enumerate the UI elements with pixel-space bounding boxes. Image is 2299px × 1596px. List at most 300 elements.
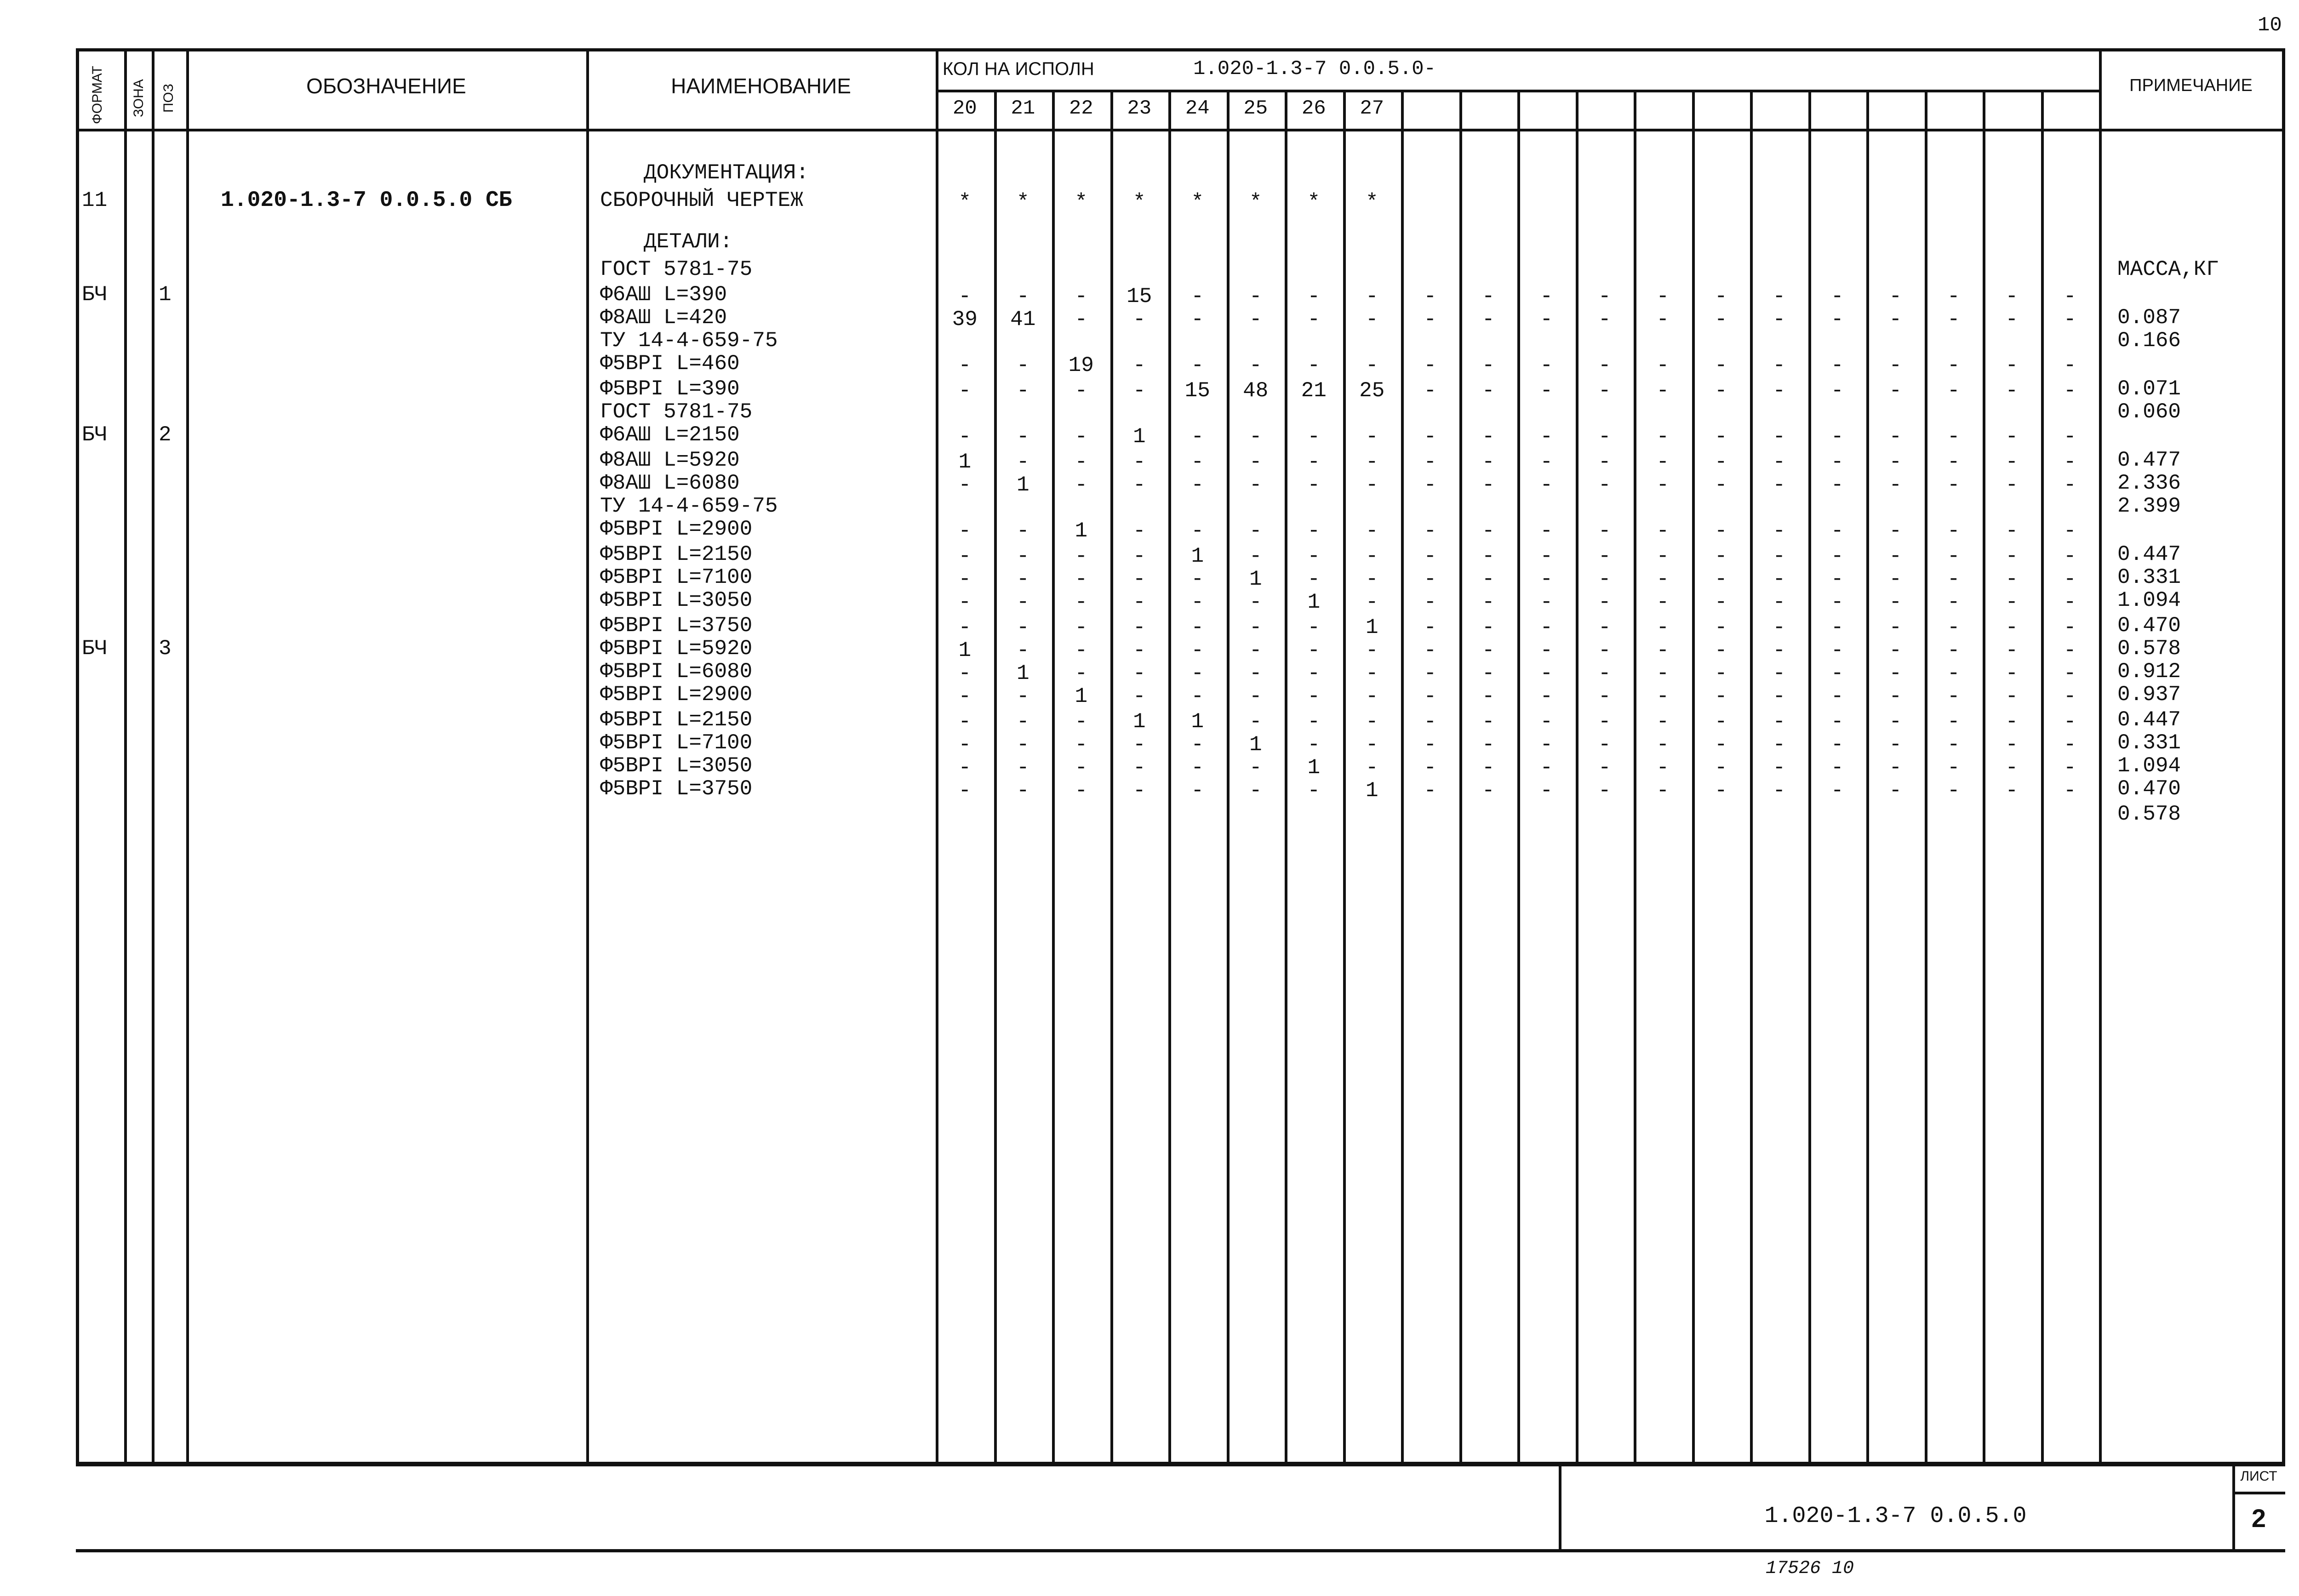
- qty-mark: -: [1656, 425, 1670, 449]
- qty-mark: -: [1714, 379, 1727, 403]
- qty-mark: -: [958, 379, 972, 403]
- row-note: 0.331: [2117, 565, 2181, 589]
- qty-mark: -: [1598, 353, 1611, 377]
- footer-sheet-line: [2232, 1492, 2285, 1494]
- qty-mark: -: [1424, 661, 1437, 685]
- row-name: Ф5ВРI L=2900: [600, 517, 753, 541]
- qty-mark: -: [1830, 450, 1844, 474]
- qty-mark: -: [1656, 450, 1670, 474]
- qty-mark: -: [1132, 616, 1146, 639]
- qty-mark: -: [1191, 519, 1204, 543]
- qty-mark: 1: [1365, 616, 1378, 639]
- qty-mark: -: [1365, 567, 1378, 591]
- qty-mark: -: [1424, 756, 1437, 780]
- qty-mark: -: [2005, 733, 2019, 757]
- variant-header: 27: [1360, 97, 1384, 120]
- qty-mark: -: [1249, 590, 1262, 614]
- qty-mark: -: [1598, 638, 1611, 662]
- qty-mark: -: [1481, 353, 1495, 377]
- row-name: Ф5ВРI L=6080: [600, 660, 753, 684]
- row-note: 0.447: [2117, 542, 2181, 566]
- qty-mark: -: [958, 733, 972, 757]
- qty-mark: -: [1540, 519, 1553, 543]
- qty-mark: -: [1947, 379, 1960, 403]
- qty-mark: -: [1481, 590, 1495, 614]
- row-name: Ф5ВРI L=2150: [600, 708, 753, 732]
- col-divider: [586, 48, 589, 1466]
- qty-mark: -: [1016, 353, 1029, 377]
- qty-mark: -: [958, 519, 972, 543]
- qty-mark: -: [1424, 379, 1437, 403]
- qty-mark: -: [1365, 308, 1378, 331]
- qty-mark: -: [958, 353, 972, 377]
- row-note: 0.578: [2117, 802, 2181, 826]
- header-name: НАИМЕНОВАНИЕ: [671, 74, 851, 98]
- qty-mark: 1: [1132, 710, 1146, 734]
- qty-mark: -: [1773, 308, 1786, 331]
- qty-mark: -: [2063, 779, 2076, 803]
- qty-mark: -: [1132, 733, 1146, 757]
- qty-mark: -: [1830, 779, 1844, 803]
- qty-mark: -: [1132, 353, 1146, 377]
- qty-mark: 1: [1016, 473, 1029, 497]
- row-note: 0.071: [2117, 377, 2181, 401]
- col-divider: [2099, 48, 2102, 1466]
- qty-mark: -: [1947, 638, 1960, 662]
- qty-mark: -: [958, 425, 972, 449]
- qty-mark: -: [1540, 379, 1553, 403]
- qty-mark: -: [1714, 285, 1727, 308]
- qty-mark: -: [1365, 473, 1378, 497]
- qty-mark: -: [1598, 473, 1611, 497]
- qty-mark: -: [1889, 308, 1902, 331]
- qty-mark: -: [1830, 684, 1844, 708]
- qty-mark: -: [1132, 590, 1146, 614]
- qty-mark: -: [1365, 450, 1378, 474]
- qty-mark: -: [2005, 661, 2019, 685]
- qty-mark: 1: [1249, 567, 1262, 591]
- qty-mark: -: [958, 567, 972, 591]
- qty-mark: -: [1075, 638, 1088, 662]
- qty-mark: -: [1598, 285, 1611, 308]
- qty-mark: -: [1075, 710, 1088, 734]
- qty-mark: -: [1365, 684, 1378, 708]
- qty-mark: -: [1191, 616, 1204, 639]
- qty-mark: -: [1540, 308, 1553, 331]
- qty-mark: -: [2063, 684, 2076, 708]
- qty-mark: 21: [1301, 379, 1327, 403]
- qty-mark: 1: [1191, 544, 1204, 568]
- qty-mark: -: [1714, 353, 1727, 377]
- qty-mark: -: [1714, 567, 1727, 591]
- qty-mark: -: [2005, 590, 2019, 614]
- qty-mark: 1: [1075, 684, 1088, 708]
- qty-mark: -: [1365, 285, 1378, 308]
- qty-mark: 1: [1249, 733, 1262, 757]
- qty-mark: -: [1714, 756, 1727, 780]
- qty-mark: -: [1830, 733, 1844, 757]
- qty-mark: -: [2063, 567, 2076, 591]
- qty-mark: -: [1075, 308, 1088, 331]
- qty-mark: -: [1365, 353, 1378, 377]
- qty-mark: -: [1424, 733, 1437, 757]
- qty-mark: -: [1889, 285, 1902, 308]
- qty-mark: 39: [952, 308, 978, 331]
- qty-mark: -: [1773, 638, 1786, 662]
- header-doc-code: 1.020-1.3-7 0.0.5.0-: [1193, 57, 1436, 80]
- row-name: ГОСТ 5781-75: [600, 257, 753, 281]
- qty-mark: -: [2063, 425, 2076, 449]
- qty-mark: *: [1075, 190, 1088, 214]
- qty-mark: -: [1889, 544, 1902, 568]
- col-divider: [186, 48, 189, 1466]
- qty-mark: -: [1889, 567, 1902, 591]
- qty-mark: -: [1481, 661, 1495, 685]
- row-name: ДЕТАЛИ:: [644, 230, 733, 254]
- row-note: 0.060: [2117, 400, 2181, 424]
- qty-mark: -: [1656, 710, 1670, 734]
- qty-mark: -: [2005, 638, 2019, 662]
- row-note: 0.477: [2117, 448, 2181, 472]
- row-name: Ф5ВРI L=390: [600, 377, 740, 401]
- qty-mark: -: [1714, 308, 1727, 331]
- qty-mark: -: [1481, 308, 1495, 331]
- qty-mark: -: [1132, 450, 1146, 474]
- row-note: 0.447: [2117, 708, 2181, 732]
- header-designation: ОБОЗНАЧЕНИЕ: [306, 74, 466, 98]
- qty-mark: -: [1714, 425, 1727, 449]
- qty-mark: -: [2005, 544, 2019, 568]
- qty-mark: -: [1481, 567, 1495, 591]
- qty-mark: -: [2063, 544, 2076, 568]
- qty-mark: -: [1307, 684, 1321, 708]
- qty-mark: -: [1424, 590, 1437, 614]
- qty-mark: -: [1481, 710, 1495, 734]
- qty-mark: -: [1714, 473, 1727, 497]
- footer-bottom-line: [76, 1549, 2285, 1552]
- qty-mark: -: [1947, 308, 1960, 331]
- qty-mark: -: [1307, 733, 1321, 757]
- header-format: ФОРМАТ: [90, 66, 105, 124]
- qty-mark: -: [1598, 590, 1611, 614]
- qty-mark: -: [1365, 544, 1378, 568]
- qty-mark: -: [2063, 450, 2076, 474]
- row-name: Ф5ВРI L=2900: [600, 683, 753, 707]
- qty-mark: 1: [1307, 756, 1321, 780]
- qty-mark: -: [1075, 756, 1088, 780]
- qty-mark: -: [1191, 308, 1204, 331]
- qty-mark: -: [1307, 519, 1321, 543]
- qty-mark: -: [1249, 425, 1262, 449]
- footer-doc-code: 1.020-1.3-7 0.0.5.0: [1764, 1503, 2027, 1529]
- variant-header: 25: [1243, 97, 1268, 120]
- row-name: ТУ 14-4-659-75: [600, 494, 778, 518]
- corner-mark-top: 10: [2258, 14, 2282, 37]
- qty-mark: -: [1889, 425, 1902, 449]
- qty-mark: -: [1598, 733, 1611, 757]
- qty-mark: -: [2063, 756, 2076, 780]
- qty-mark: -: [2005, 616, 2019, 639]
- qty-mark: -: [1598, 684, 1611, 708]
- row-name: Ф5ВРI L=3050: [600, 754, 753, 778]
- qty-mark: -: [958, 710, 972, 734]
- qty-mark: -: [2063, 710, 2076, 734]
- qty-mark: -: [1598, 661, 1611, 685]
- qty-mark: -: [1307, 567, 1321, 591]
- row-name: Ф5ВРI L=460: [600, 352, 740, 376]
- row-note: 0.937: [2117, 683, 2181, 707]
- qty-mark: -: [1481, 756, 1495, 780]
- variant-header: 21: [1011, 97, 1035, 120]
- qty-mark: -: [1598, 710, 1611, 734]
- qty-mark: -: [2005, 353, 2019, 377]
- qty-mark: -: [1016, 710, 1029, 734]
- qty-mark: -: [1249, 353, 1262, 377]
- qty-mark: -: [1075, 590, 1088, 614]
- qty-mark: -: [1365, 425, 1378, 449]
- qty-mark: -: [1191, 779, 1204, 803]
- qty-mark: -: [1132, 567, 1146, 591]
- header-bottom-line: [76, 129, 2285, 131]
- qty-mark: -: [1889, 710, 1902, 734]
- qty-mark: -: [1307, 308, 1321, 331]
- row-note: 0.087: [2117, 306, 2181, 330]
- qty-mark: -: [1481, 425, 1495, 449]
- row-pos: 3: [159, 637, 172, 661]
- qty-mark: 1: [1132, 425, 1146, 449]
- qty-mark: -: [1365, 733, 1378, 757]
- qty-mark: -: [1132, 519, 1146, 543]
- qty-mark: -: [1249, 756, 1262, 780]
- qty-mark: -: [1191, 567, 1204, 591]
- header-qty-label: КОЛ НА ИСПОЛН: [943, 59, 1094, 79]
- qty-mark: -: [1773, 661, 1786, 685]
- qty-mark: -: [2005, 425, 2019, 449]
- qty-mark: -: [1598, 567, 1611, 591]
- row-note: 2.399: [2117, 494, 2181, 518]
- qty-mark: -: [1132, 379, 1146, 403]
- qty-mark: -: [1773, 353, 1786, 377]
- qty-mark: -: [1249, 519, 1262, 543]
- qty-mark: *: [1249, 190, 1262, 214]
- qty-mark: -: [2005, 756, 2019, 780]
- qty-mark: -: [1947, 710, 1960, 734]
- qty-mark: -: [1365, 519, 1378, 543]
- qty-mark: -: [1424, 638, 1437, 662]
- qty-mark: -: [1307, 661, 1321, 685]
- header-zone: ЗОНА: [131, 79, 146, 117]
- qty-mark: -: [1075, 544, 1088, 568]
- qty-mark: -: [1656, 473, 1670, 497]
- qty-mark: -: [1830, 590, 1844, 614]
- qty-mark: -: [1889, 638, 1902, 662]
- qty-mark: -: [2005, 379, 2019, 403]
- qty-mark: -: [1598, 544, 1611, 568]
- row-name: Ф6АШ L=2150: [600, 423, 740, 447]
- qty-mark: -: [1830, 710, 1844, 734]
- row-pos: 1: [159, 283, 172, 307]
- qty-mark: -: [1132, 638, 1146, 662]
- qty-mark: -: [1714, 638, 1727, 662]
- qty-mark: -: [1075, 379, 1088, 403]
- qty-mark: -: [1598, 756, 1611, 780]
- qty-mark: -: [1598, 308, 1611, 331]
- qty-mark: -: [1947, 519, 1960, 543]
- qty-mark: -: [1540, 567, 1553, 591]
- qty-mark: -: [1307, 616, 1321, 639]
- qty-mark: -: [1481, 519, 1495, 543]
- qty-mark: -: [1075, 285, 1088, 308]
- qty-mark: -: [1249, 473, 1262, 497]
- qty-mark: -: [1307, 473, 1321, 497]
- qty-mark: -: [1016, 779, 1029, 803]
- variant-header: 22: [1069, 97, 1093, 120]
- qty-mark: -: [1481, 544, 1495, 568]
- qty-mark: -: [1714, 733, 1727, 757]
- qty-mark: -: [1016, 590, 1029, 614]
- qty-mark: -: [1773, 779, 1786, 803]
- qty-mark: -: [1540, 450, 1553, 474]
- row-name: Ф5ВРI L=3750: [600, 777, 753, 801]
- row-note: 2.336: [2117, 471, 2181, 495]
- qty-mark: -: [1016, 616, 1029, 639]
- row-name: ТУ 14-4-659-75: [600, 329, 778, 353]
- qty-mark: -: [1947, 661, 1960, 685]
- row-pos: 2: [159, 423, 172, 447]
- row-name: Ф5ВРI L=3750: [600, 614, 753, 638]
- row-note: 0.331: [2117, 731, 2181, 755]
- qty-mark: -: [1191, 638, 1204, 662]
- qty-mark: -: [1540, 285, 1553, 308]
- qty-mark: -: [1889, 661, 1902, 685]
- qty-mark: *: [1132, 190, 1146, 214]
- qty-mark: -: [1424, 308, 1437, 331]
- qty-mark: -: [2063, 308, 2076, 331]
- qty-mark: -: [1307, 638, 1321, 662]
- qty-mark: -: [1656, 379, 1670, 403]
- qty-mark: -: [1598, 779, 1611, 803]
- qty-mark: -: [2063, 285, 2076, 308]
- qty-mark: -: [1540, 353, 1553, 377]
- qty-mark: -: [1540, 756, 1553, 780]
- qty-mark: -: [1191, 756, 1204, 780]
- qty-mark: 1: [958, 638, 972, 662]
- qty-mark: -: [1773, 450, 1786, 474]
- qty-mark: -: [1656, 661, 1670, 685]
- qty-mark: -: [1424, 473, 1437, 497]
- qty-mark: -: [1656, 733, 1670, 757]
- qty-mark: -: [1656, 544, 1670, 568]
- qty-mark: -: [1191, 473, 1204, 497]
- qty-mark: -: [1656, 285, 1670, 308]
- qty-mark: -: [1249, 661, 1262, 685]
- row-note: МАССА,КГ: [2117, 257, 2219, 281]
- qty-mark: -: [1424, 450, 1437, 474]
- header-note: ПРИМЕЧАНИЕ: [2129, 76, 2253, 95]
- qty-mark: 41: [1010, 308, 1036, 331]
- qty-mark: -: [958, 661, 972, 685]
- qty-mark: -: [1714, 616, 1727, 639]
- qty-mark: -: [1424, 285, 1437, 308]
- qty-mark: -: [1830, 616, 1844, 639]
- qty-mark: *: [1307, 190, 1321, 214]
- qty-mark: -: [1016, 425, 1029, 449]
- qty-mark: -: [1947, 450, 1960, 474]
- qty-mark: 1: [1191, 710, 1204, 734]
- qty-mark: -: [1889, 473, 1902, 497]
- qty-mark: 15: [1127, 285, 1152, 308]
- qty-mark: -: [1714, 779, 1727, 803]
- qty-mark: -: [1947, 425, 1960, 449]
- qty-mark: -: [1307, 450, 1321, 474]
- qty-mark: -: [958, 779, 972, 803]
- qty-mark: -: [1481, 733, 1495, 757]
- qty-mark: -: [1830, 473, 1844, 497]
- qty-mark: -: [1773, 684, 1786, 708]
- qty-mark: -: [1947, 353, 1960, 377]
- qty-mark: -: [2063, 353, 2076, 377]
- qty-mark: -: [1365, 710, 1378, 734]
- qty-mark: -: [1947, 779, 1960, 803]
- qty-mark: -: [2005, 710, 2019, 734]
- qty-mark: -: [1481, 638, 1495, 662]
- qty-mark: -: [1714, 519, 1727, 543]
- row-note: 0.166: [2117, 329, 2181, 353]
- qty-mark: -: [958, 684, 972, 708]
- qty-mark: -: [1773, 756, 1786, 780]
- qty-mark: -: [1481, 684, 1495, 708]
- row-format: БЧ: [82, 637, 108, 661]
- qty-mark: -: [1947, 590, 1960, 614]
- qty-mark: -: [1132, 473, 1146, 497]
- qty-mark: 1: [1016, 661, 1029, 685]
- qty-mark: -: [1773, 567, 1786, 591]
- qty-mark: -: [1656, 308, 1670, 331]
- qty-mark: -: [1830, 756, 1844, 780]
- qty-mark: -: [1424, 519, 1437, 543]
- qty-mark: -: [1773, 590, 1786, 614]
- row-name: СБОРОЧНЫЙ ЧЕРТЕЖ: [600, 188, 803, 212]
- qty-mark: -: [1249, 308, 1262, 331]
- variant-header: 20: [952, 97, 977, 120]
- row-name: Ф6АШ L=390: [600, 283, 727, 307]
- qty-mark: -: [1714, 661, 1727, 685]
- qty-mark: -: [1249, 450, 1262, 474]
- qty-mark: -: [1016, 733, 1029, 757]
- qty-mark: 25: [1359, 379, 1385, 403]
- qty-mark: -: [1016, 285, 1029, 308]
- qty-mark: -: [1075, 450, 1088, 474]
- row-note: 0.470: [2117, 777, 2181, 801]
- variant-header: 26: [1301, 97, 1326, 120]
- qty-mark: -: [2005, 308, 2019, 331]
- qty-mark: -: [1773, 285, 1786, 308]
- qty-mark: -: [1191, 425, 1204, 449]
- row-name: ГОСТ 5781-75: [600, 400, 753, 424]
- qty-mark: -: [1307, 285, 1321, 308]
- qty-mark: -: [1889, 684, 1902, 708]
- qty-mark: -: [1656, 519, 1670, 543]
- qty-mark: -: [1075, 567, 1088, 591]
- row-note: 1.094: [2117, 754, 2181, 778]
- qty-mark: -: [2005, 684, 2019, 708]
- row-note: 0.578: [2117, 637, 2181, 661]
- qty-mark: 19: [1068, 353, 1094, 377]
- qty-mark: -: [1075, 733, 1088, 757]
- qty-mark: -: [1132, 661, 1146, 685]
- qty-mark: -: [1075, 779, 1088, 803]
- qty-mark: 15: [1184, 379, 1210, 403]
